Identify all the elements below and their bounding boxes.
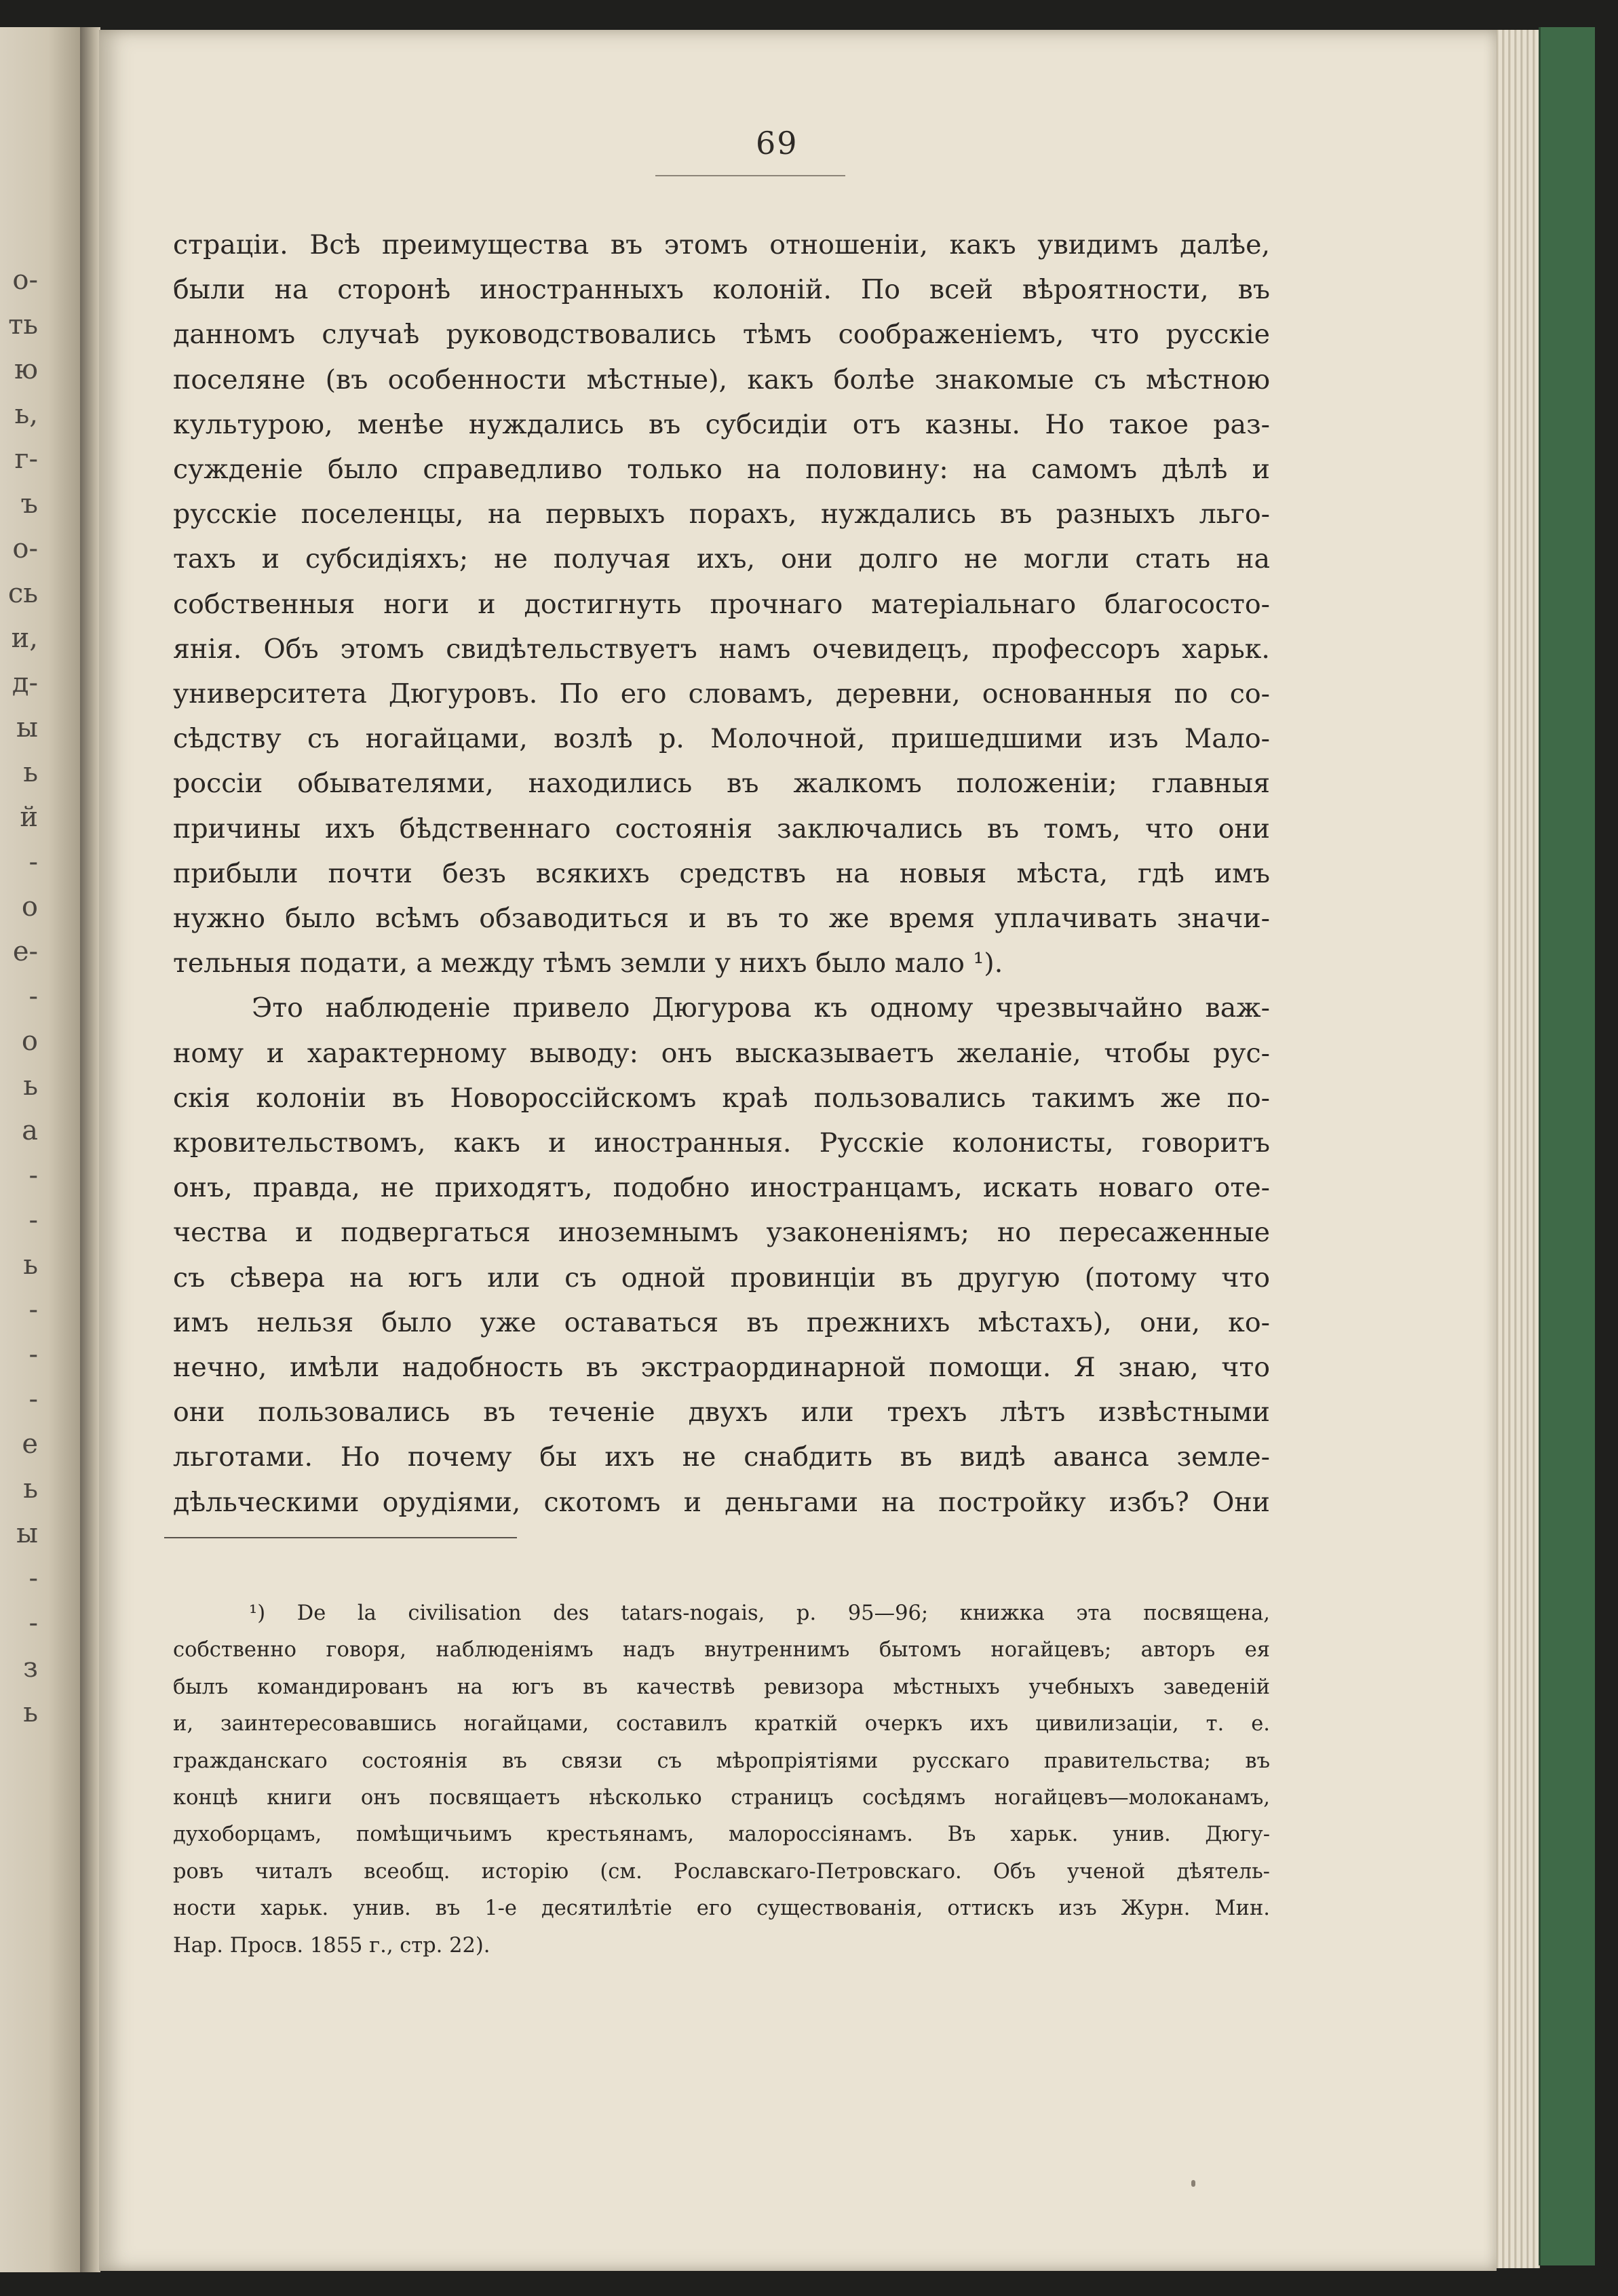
body-line: Это наблюденіе привело Дюгурова къ одному чрезвычайно важ- [252, 992, 1270, 1024]
body-line: ному и характерному выводу: онъ высказываетъ желаніе, чтобы рус- [173, 1037, 1270, 1069]
body-line: тахъ и субсидіяхъ; не получая ихъ, они долго не могли стать на [173, 543, 1270, 575]
body-line: сужденіе было справедливо только на половину: на самомъ дѣлѣ и [173, 454, 1270, 486]
body-line: они пользовались въ теченіе двухъ или трехъ лѣтъ извѣстными [173, 1397, 1270, 1428]
footnote-rule [164, 1537, 517, 1538]
body-line: собственныя ноги и достигнуть прочнаго матеріальнаго благососто- [173, 588, 1270, 620]
previous-page-text-fragment: ь [23, 1070, 38, 1102]
footnote-line: гражданскаго состоянія въ связи съ мѣропріятіями русскаго правительства; въ [173, 1749, 1270, 1773]
previous-page-text-fragment: о- [12, 265, 38, 296]
body-line: культурою, менѣе нуждались въ субсидіи отъ казны. Но такое раз- [173, 408, 1270, 440]
previous-page-text-fragment: - [28, 1339, 38, 1370]
body-line: были на сторонѣ иностранныхъ колоній. По всей вѣроятности, въ [173, 274, 1270, 306]
previous-page-edge [0, 27, 80, 2272]
footnote-line: собственно говоря, наблюденіямъ надъ внутреннимъ бытомъ ногайцевъ; авторъ ея [173, 1638, 1270, 1662]
previous-page-text-fragment: ь [23, 757, 38, 788]
book-page [99, 30, 1497, 2271]
previous-page-text-fragment: ь [23, 1249, 38, 1281]
body-line: нечно, имѣли надобность въ экстраординарной помощи. Я знаю, что [173, 1352, 1270, 1384]
previous-page-text-fragment: ь, [14, 399, 38, 430]
previous-page-text-fragment: о- [12, 533, 38, 564]
body-line: россіи обывателями, находились въ жалкомъ положеніи; главныя [173, 768, 1270, 800]
previous-page-text-fragment: ю [14, 354, 38, 385]
body-text [173, 222, 1270, 1525]
header-rule [655, 175, 845, 176]
footnote-line: ровъ читалъ всеобщ. исторію (см. Рославскаго-Петровскаго. Объ ученой дѣятель- [173, 1859, 1270, 1884]
body-line: прибыли почти безъ всякихъ средствъ на новыя мѣста, гдѣ имъ [173, 857, 1270, 889]
body-line: чества и подвергаться иноземнымъ узаконеніямъ; но пересаженные [173, 1217, 1270, 1249]
book-cover-edge [1539, 27, 1595, 2265]
paper-speck [1191, 2180, 1195, 2187]
previous-page-text-fragment: ть [8, 309, 38, 340]
previous-page-text-fragment: д- [12, 667, 38, 699]
previous-page-text-fragment: сь [7, 578, 38, 609]
body-line: причины ихъ бѣдственнаго состоянія заключались въ томъ, что они [173, 813, 1270, 844]
page-number: 69 [756, 125, 798, 161]
body-line: онъ, правда, не приходятъ, подобно иностранцамъ, искать новаго оте- [173, 1172, 1270, 1204]
body-line: страціи. Всѣ преимущества въ этомъ отношеніи, какъ увидимъ далѣе, [173, 229, 1270, 260]
footnote [173, 1595, 1270, 1964]
body-line: съ сѣвера на югъ или съ одной провинціи въ другую (потому что [173, 1262, 1270, 1293]
previous-page-text-fragment: а [22, 1115, 38, 1146]
body-line: янія. Объ этомъ свидѣтельствуетъ намъ очевидецъ, профессоръ харьк. [173, 633, 1270, 665]
footnote-line: духоборцамъ, помѣщичьимъ крестьянамъ, малороссіянамъ. Въ харьк. унив. Дюгу- [173, 1823, 1270, 1847]
previous-page-text-fragment: и, [11, 623, 38, 654]
previous-page-text-fragment: г- [14, 444, 38, 475]
footnote-line: ности харьк. унив. въ 1-е десятилѣтіе его существованія, оттискъ изъ Журн. Мин. [173, 1896, 1270, 1921]
previous-page-text-fragment: - [28, 1160, 38, 1191]
footnote-line: концѣ книги онъ посвящаетъ нѣсколько страницъ сосѣдямъ ногайцевъ—молоканамъ, [173, 1786, 1270, 1810]
body-line: данномъ случаѣ руководствовались тѣмъ соображеніемъ, что русскіе [173, 319, 1270, 351]
previous-page-text-fragment: е- [12, 936, 38, 967]
body-line: университета Дюгуровъ. По его словамъ, деревни, основанныя по со- [173, 678, 1270, 710]
body-line: кровительствомъ, какъ и иностранныя. Русскіе колонисты, говоритъ [173, 1127, 1270, 1159]
previous-page-text-fragment: - [28, 1294, 38, 1325]
footnote-line: ¹) De la civilisation des tatars-nogais, p. 95—96; книжка эта посвящена, [249, 1601, 1270, 1625]
previous-page-text-fragment: й [20, 802, 38, 833]
previous-page-text-fragment: ы [16, 1518, 38, 1549]
previous-page-text-fragment: е [22, 1428, 38, 1460]
previous-page-text-fragment: ь [23, 1697, 38, 1728]
previous-page-text-fragment: - [28, 1563, 38, 1594]
footnote-line: былъ командированъ на югъ въ качествѣ ревизора мѣстныхъ учебныхъ заведеній [173, 1675, 1270, 1699]
body-line: поселяне (въ особенности мѣстные), какъ болѣе знакомые съ мѣстною [173, 364, 1270, 395]
previous-page-text-fragment: о [21, 1026, 38, 1057]
previous-page-text-fragment: - [28, 1205, 38, 1236]
book-gutter [80, 27, 100, 2272]
previous-page-text-fragment: - [28, 1384, 38, 1415]
previous-page-text-fragment: з [23, 1652, 38, 1684]
footnote-line: и, заинтересовавшись ногайцами, составилъ краткій очеркъ ихъ цивилизаціи, т. е. [173, 1712, 1270, 1736]
previous-page-text-fragment: - [28, 847, 38, 878]
page-stack-edge [1492, 30, 1540, 2268]
body-line: нужно было всѣмъ обзаводиться и въ то же время уплачивать значи- [173, 903, 1270, 935]
body-line: дѣльческими орудіями, скотомъ и деньгами на постройку избъ? Они [173, 1486, 1270, 1518]
body-line: имъ нельзя было уже оставаться въ прежнихъ мѣстахъ), они, ко- [173, 1306, 1270, 1338]
footnote-line: Нар. Просв. 1855 г., стр. 22). [173, 1933, 490, 1958]
previous-page-text-fragment: ъ [20, 488, 38, 520]
previous-page-text-fragment: ы [16, 712, 38, 743]
previous-page-text-fragment: о [21, 891, 38, 922]
body-line: скія колоніи въ Новороссійскомъ краѣ пользовались такимъ же по- [173, 1082, 1270, 1114]
body-line: тельныя подати, а между тѣмъ земли у нихъ было мало ¹). [173, 948, 1003, 979]
body-line: русскіе поселенцы, на первыхъ порахъ, нуждались въ разныхъ льго- [173, 499, 1270, 530]
previous-page-text-fragment: - [28, 1608, 38, 1639]
body-line: сѣдству съ ногайцами, возлѣ р. Молочной, пришедшими изъ Мало- [173, 723, 1270, 755]
body-line: льготами. Но почему бы ихъ не снабдить въ видѣ аванса земле- [173, 1441, 1270, 1473]
previous-page-text-fragment: - [28, 981, 38, 1012]
previous-page-text-fragment: ь [23, 1473, 38, 1504]
